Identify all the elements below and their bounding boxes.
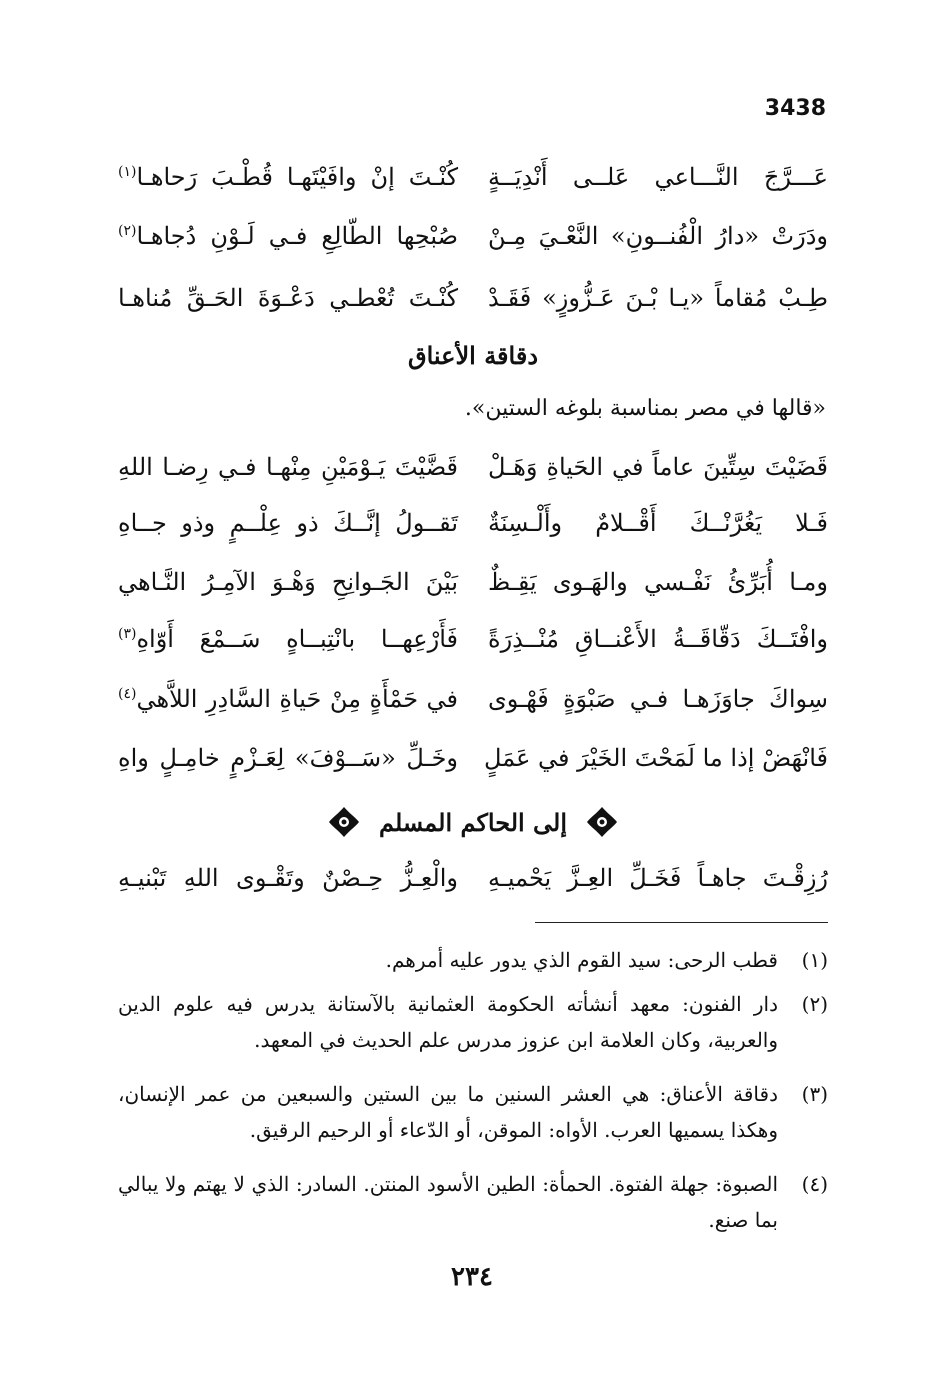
footnote [118, 1076, 828, 1148]
footnote-number: (١) [801, 948, 828, 972]
footnote-text: دار الفنون: معهد أنشأته الحكومة العثمانية بالآستانة يدرس فيه علوم الدين والعربية، وكان العلامة ابن عزوز مدرس علم الحديث في المعهد. [118, 992, 778, 1052]
footnote-text: الصبوة: جهلة الفتوة. الحمأة: الطين الأسود المنتن. السادر: الذي لا يهتم ولا يبالي بما صنع. [118, 1172, 778, 1232]
verse [118, 679, 828, 719]
first-hemistich: عَـــرَّجَ النَّـــاعي عَلــى أَنْدِيَــةٍ [488, 163, 828, 191]
footnote [118, 942, 828, 978]
second-hemistich [118, 216, 458, 256]
hemistich-text: صُبْحِها الطّالِعِ فـي لَـوْنِ دُجاهـا [136, 222, 458, 250]
first-hemistich: فَـلا يَغُرَّنْــكَ أَقْــلامٌ وأَلْـسِنَةٌ [488, 509, 828, 537]
first-hemistich: قَضَيْتَ سِتِّينَ عاماً في الحَياةِ وَهَـلْ [488, 453, 828, 481]
verse [118, 503, 828, 543]
hemistich-text: كُنْـتَ إنْ وافَيْتَهـا قُطْـبَ رَحاهـا [136, 163, 458, 191]
poem-title: إلى الحاكم المسلم [378, 807, 568, 837]
hemistich-text: فَأَرْعِهــا بانْتِبــاهٍ سَــمْعَ أَوّاهِ [136, 625, 458, 653]
page-number-bottom: ٢٣٤ [451, 1262, 493, 1292]
first-hemistich: ودَرَتْ «دارُ الْفُنــونِ» النَّعْـيَ مِـنْ [488, 222, 828, 250]
verse [118, 278, 828, 318]
second-hemistich: والْعِـزُّ حِـصْنٌ وتَقْـوى اللهِ تَبْنيـهِ [118, 864, 458, 892]
footnote-ref: (١) [118, 164, 137, 180]
footnote-ref: (٣) [118, 626, 137, 642]
second-hemistich: تَقــولُ إنَّــكَ ذو عِلْــمٍ وذو جــاهِ [118, 509, 458, 537]
hemistich-text: في حَمْأَةٍ مِنْ حَياةِ السَّادِرِ اللاَّهي [136, 685, 458, 713]
ornate-heading [118, 800, 828, 844]
page-number-top: 3438 [764, 96, 826, 121]
footnote-ref: (٢) [118, 223, 137, 239]
second-hemistich [118, 679, 458, 719]
ornament-icon [327, 805, 361, 839]
verse [118, 562, 828, 602]
verse [118, 157, 828, 197]
verse [118, 216, 828, 256]
footnote-text: دقاقة الأعناق: هي العشر السنين ما بين الستين والسبعين من عمر الإنسان، وهكذا يسميها العرب. الأواه: الموقن، أو الدّعاء أو الرحيم الرقيق. [118, 1082, 778, 1142]
second-hemistich: بَيْنَ الجَـوانِحِ وَهْـوَ الآمِـرُ النَّـاهي [118, 568, 458, 596]
footnote [118, 1166, 828, 1238]
footnote-separator [535, 922, 828, 923]
first-hemistich: طِـبْ مُقاماً «يـا بْـنَ عَـزُّوزٍ» فَقَـدْ [488, 284, 828, 312]
footnote-ref: (٤) [118, 686, 137, 702]
first-hemistich: سِواكَ جاوَزَهـا فـي صَبْوَةٍ فَهْـوى [488, 685, 828, 713]
ornament-icon [585, 805, 619, 839]
verse [118, 619, 828, 659]
second-hemistich: وخَـلِّ «سَــوْفَ» لِعَـزْمٍ خامِـلٍ واهِ [118, 744, 458, 772]
second-hemistich: كُنْـتَ تُعْطـي دَعْـوَةَ الحَـقِّ مُناهـا [118, 284, 458, 312]
verse [118, 858, 828, 898]
poem-occasion: «قالها في مصر بمناسبة بلوغه الستين». [464, 396, 826, 421]
verse [118, 447, 828, 487]
first-hemistich: ومـا أُبَرِّئُ نَفْـسي والهَـوى يَقِـظٌ [488, 568, 828, 596]
first-hemistich: فَانْهَضْ إذا ما لَمَحْتَ الخَيْرَ في عَمَلٍ [484, 744, 828, 772]
footnote-number: (٤) [801, 1172, 828, 1196]
footnote-text: قطب الرحى: سيد القوم الذي يدور عليه أمرهم. [385, 948, 778, 972]
poem-title: دقاقة الأعناق [407, 341, 539, 370]
second-hemistich [118, 157, 458, 197]
first-hemistich: رُزِقْـتَ جاهـاً فَخَـلِّ العِـزَّ يَحْميـهِ [488, 864, 828, 892]
first-hemistich: وافْتَــكَ دَقّاقَــةُ الأَعْنــاقِ مُنْــذِرَةً [488, 625, 828, 653]
footnote [118, 986, 828, 1058]
verse [118, 738, 828, 778]
second-hemistich: قَضَّيْتَ يَـوْمَيْنِ مِنْهـا فـي رِضـا اللهِ [118, 453, 458, 481]
footnote-number: (٢) [801, 992, 828, 1016]
second-hemistich [118, 619, 458, 659]
footnote-number: (٣) [801, 1082, 828, 1106]
